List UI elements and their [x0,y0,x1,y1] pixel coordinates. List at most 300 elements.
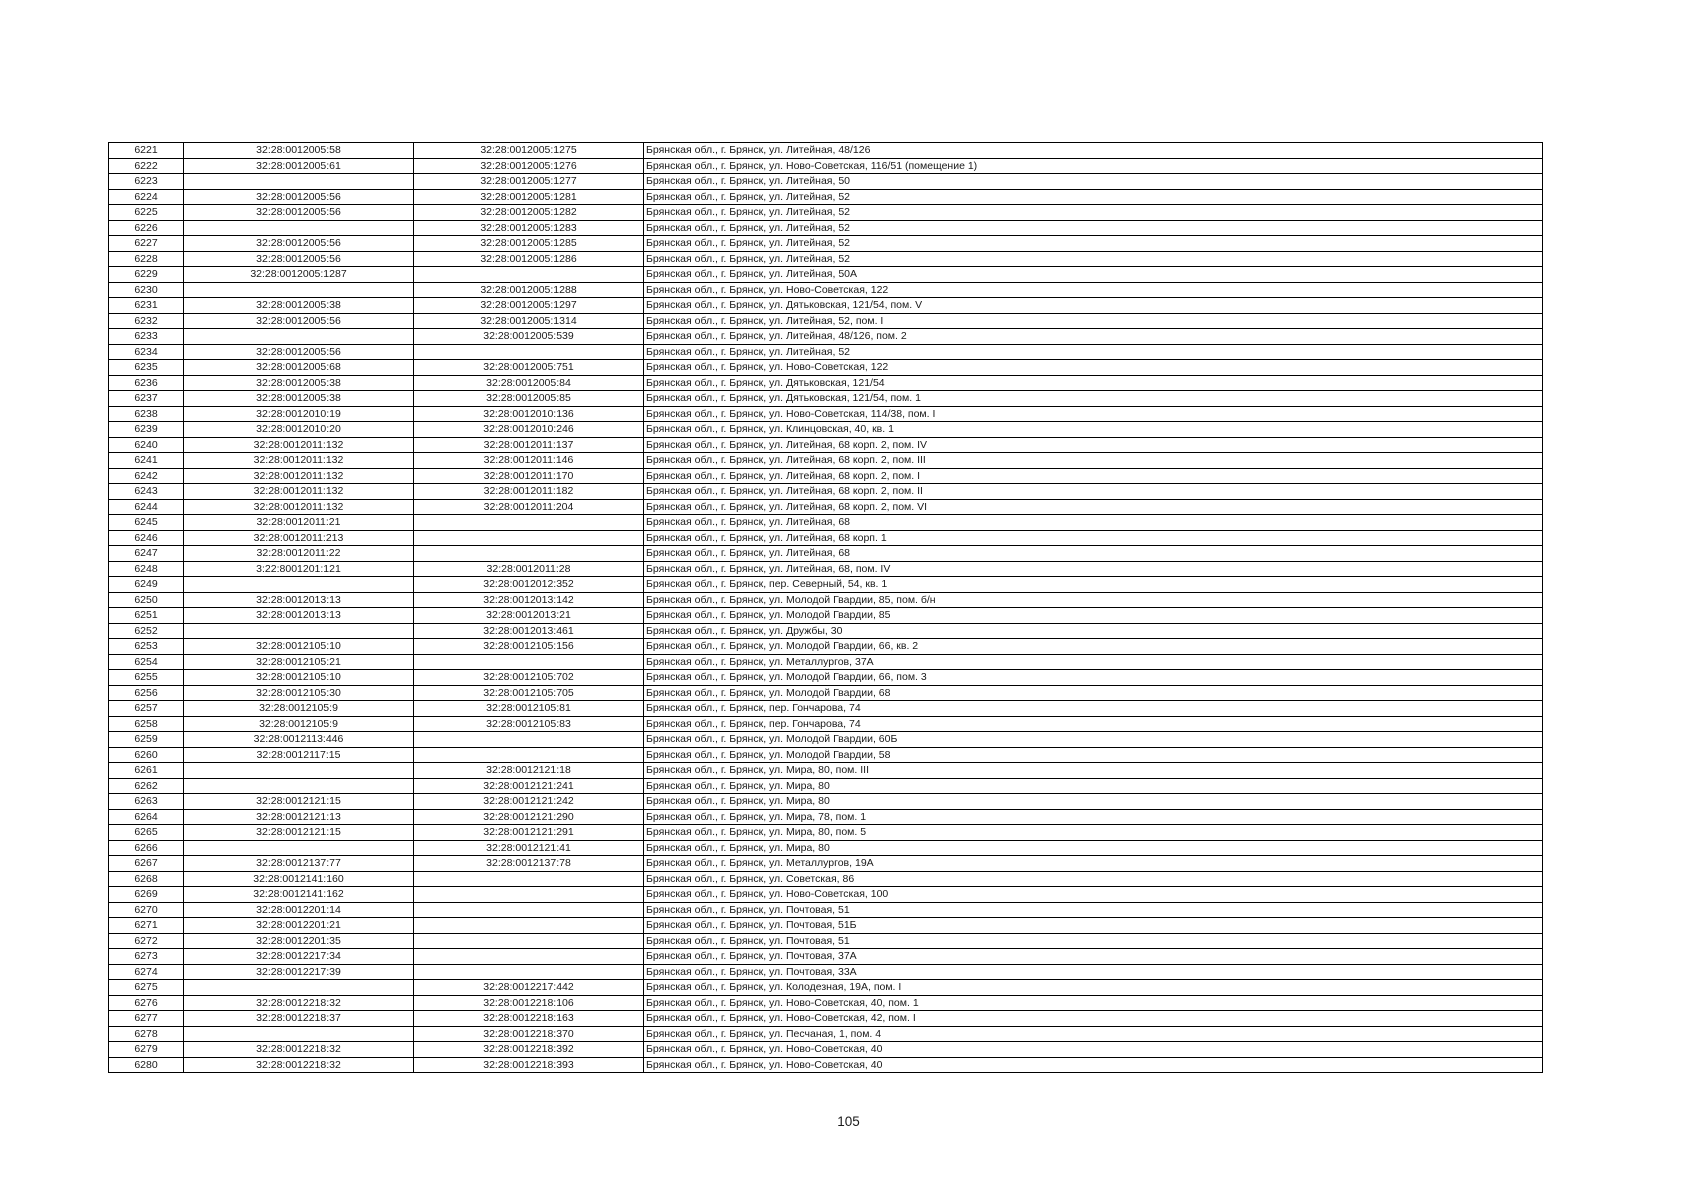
address-cell: Брянская обл., г. Брянск, ул. Литейная, 50 [644,174,1543,190]
row-number-cell: 6245 [109,515,184,531]
land-parcel-number-cell [184,840,414,856]
address-cell: Брянская обл., г. Брянск, ул. Клинцовская, 40, кв. 1 [644,422,1543,438]
row-number-cell: 6247 [109,546,184,562]
land-parcel-number-cell: 32:28:0012010:19 [184,406,414,422]
table-row [109,422,1543,438]
row-number-cell: 6257 [109,701,184,717]
object-number-cell: 32:28:0012121:18 [414,763,644,779]
land-parcel-number-cell: 32:28:0012005:38 [184,391,414,407]
table-row [109,964,1543,980]
row-number-cell: 6231 [109,298,184,314]
table-row [109,825,1543,841]
land-parcel-number-cell [184,282,414,298]
address-cell: Брянская обл., г. Брянск, ул. Молодой Гвардии, 85, пом. б/н [644,592,1543,608]
row-number-cell: 6255 [109,670,184,686]
address-cell: Брянская обл., г. Брянск, ул. Литейная, 68 корп. 2, пом. IV [644,437,1543,453]
land-parcel-number-cell: 32:28:0012105:30 [184,685,414,701]
table-row [109,174,1543,190]
object-number-cell: 32:28:0012010:136 [414,406,644,422]
table-row [109,902,1543,918]
address-cell: Брянская обл., г. Брянск, пер. Гончарова, 74 [644,716,1543,732]
land-parcel-number-cell: 32:28:0012005:61 [184,158,414,174]
table-row [109,344,1543,360]
table-row [109,515,1543,531]
land-parcel-number-cell: 32:28:0012005:56 [184,205,414,221]
row-number-cell: 6225 [109,205,184,221]
object-number-cell: 32:28:0012005:1288 [414,282,644,298]
row-number-cell: 6248 [109,561,184,577]
table-row [109,499,1543,515]
object-number-cell: 32:28:0012121:41 [414,840,644,856]
land-parcel-number-cell [184,1026,414,1042]
row-number-cell: 6226 [109,220,184,236]
object-number-cell: 32:28:0012121:290 [414,809,644,825]
row-number-cell: 6223 [109,174,184,190]
address-cell: Брянская обл., г. Брянск, ул. Почтовая, 51Б [644,918,1543,934]
table-row [109,887,1543,903]
object-number-cell [414,344,644,360]
land-parcel-number-cell: 32:28:0012218:32 [184,1042,414,1058]
address-cell: Брянская обл., г. Брянск, ул. Молодой Гвардии, 85 [644,608,1543,624]
table-row [109,282,1543,298]
table-row [109,189,1543,205]
address-cell: Брянская обл., г. Брянск, ул. Ново-Советская, 42, пом. I [644,1011,1543,1027]
table-row [109,980,1543,996]
row-number-cell: 6253 [109,639,184,655]
address-cell: Брянская обл., г. Брянск, ул. Литейная, 68 [644,515,1543,531]
address-cell: Брянская обл., г. Брянск, ул. Молодой Гвардии, 66, кв. 2 [644,639,1543,655]
address-cell: Брянская обл., г. Брянск, ул. Ново-Советская, 40 [644,1042,1543,1058]
land-parcel-number-cell: 32:28:0012217:39 [184,964,414,980]
land-parcel-number-cell: 32:28:0012121:15 [184,825,414,841]
address-cell: Брянская обл., г. Брянск, ул. Ново-Советская, 100 [644,887,1543,903]
land-parcel-number-cell: 32:28:0012121:13 [184,809,414,825]
address-cell: Брянская обл., г. Брянск, ул. Ново-Советская, 114/38, пом. I [644,406,1543,422]
table-row [109,220,1543,236]
table-row [109,236,1543,252]
object-number-cell: 32:28:0012218:163 [414,1011,644,1027]
row-number-cell: 6268 [109,871,184,887]
land-parcel-number-cell [184,329,414,345]
table-row [109,623,1543,639]
table-row [109,685,1543,701]
table-row [109,716,1543,732]
row-number-cell: 6264 [109,809,184,825]
object-number-cell: 32:28:0012121:241 [414,778,644,794]
table-row [109,592,1543,608]
object-number-cell [414,530,644,546]
table-row [109,577,1543,593]
address-cell: Брянская обл., г. Брянск, ул. Почтовая, 37А [644,949,1543,965]
row-number-cell: 6274 [109,964,184,980]
row-number-cell: 6279 [109,1042,184,1058]
address-cell: Брянская обл., г. Брянск, ул. Литейная, 68 корп. 2, пом. I [644,468,1543,484]
object-number-cell: 32:28:0012105:83 [414,716,644,732]
address-cell: Брянская обл., г. Брянск, ул. Мира, 80, пом. 5 [644,825,1543,841]
object-number-cell: 32:28:0012005:84 [414,375,644,391]
table-row [109,406,1543,422]
land-parcel-number-cell: 32:28:0012105:10 [184,670,414,686]
object-number-cell [414,918,644,934]
table-row [109,1011,1543,1027]
table-row [109,329,1543,345]
land-parcel-number-cell: 32:28:0012005:1287 [184,267,414,283]
object-number-cell [414,933,644,949]
address-cell: Брянская обл., г. Брянск, ул. Молодой Гвардии, 66, пом. 3 [644,670,1543,686]
row-number-cell: 6241 [109,453,184,469]
row-number-cell: 6249 [109,577,184,593]
row-number-cell: 6224 [109,189,184,205]
table-row [109,608,1543,624]
address-cell: Брянская обл., г. Брянск, ул. Мира, 78, пом. 1 [644,809,1543,825]
object-number-cell: 32:28:0012005:1314 [414,313,644,329]
object-number-cell: 32:28:0012013:142 [414,592,644,608]
address-cell: Брянская обл., г. Брянск, ул. Мира, 80, пом. III [644,763,1543,779]
row-number-cell: 6254 [109,654,184,670]
land-parcel-number-cell: 32:28:0012005:68 [184,360,414,376]
row-number-cell: 6269 [109,887,184,903]
table-row [109,546,1543,562]
land-parcel-number-cell: 32:28:0012218:37 [184,1011,414,1027]
object-number-cell: 32:28:0012011:137 [414,437,644,453]
land-parcel-number-cell: 32:28:0012141:160 [184,871,414,887]
address-cell: Брянская обл., г. Брянск, ул. Литейная, 52 [644,236,1543,252]
object-number-cell: 32:28:0012218:106 [414,995,644,1011]
object-number-cell [414,871,644,887]
row-number-cell: 6252 [109,623,184,639]
address-cell: Брянская обл., г. Брянск, ул. Молодой Гвардии, 68 [644,685,1543,701]
object-number-cell: 32:28:0012005:1281 [414,189,644,205]
land-parcel-number-cell: 32:28:0012011:132 [184,453,414,469]
address-cell: Брянская обл., г. Брянск, ул. Мира, 80 [644,794,1543,810]
object-number-cell: 32:28:0012012:352 [414,577,644,593]
object-number-cell: 32:28:0012105:702 [414,670,644,686]
table-row [109,1057,1543,1073]
row-number-cell: 6250 [109,592,184,608]
object-number-cell [414,747,644,763]
land-parcel-number-cell [184,220,414,236]
address-cell: Брянская обл., г. Брянск, ул. Почтовая, 33А [644,964,1543,980]
table-row [109,205,1543,221]
row-number-cell: 6229 [109,267,184,283]
row-number-cell: 6228 [109,251,184,267]
table-row [109,840,1543,856]
object-number-cell [414,515,644,531]
page-number: 105 [837,1114,860,1129]
address-cell: Брянская обл., г. Брянск, ул. Колодезная, 19А, пом. I [644,980,1543,996]
object-number-cell: 32:28:0012005:1277 [414,174,644,190]
address-cell: Брянская обл., г. Брянск, ул. Мира, 80 [644,840,1543,856]
address-cell: Брянская обл., г. Брянск, ул. Ново-Советская, 40, пом. 1 [644,995,1543,1011]
table-row [109,747,1543,763]
land-parcel-number-cell: 32:28:0012121:15 [184,794,414,810]
row-number-cell: 6251 [109,608,184,624]
records-table [108,142,1543,1073]
land-parcel-number-cell: 32:28:0012005:56 [184,344,414,360]
land-parcel-number-cell: 32:28:0012013:13 [184,592,414,608]
object-number-cell: 32:28:0012005:751 [414,360,644,376]
land-parcel-number-cell: 32:28:0012011:132 [184,484,414,500]
table-row [109,1026,1543,1042]
object-number-cell: 32:28:0012011:204 [414,499,644,515]
land-parcel-number-cell: 3:22:8001201:121 [184,561,414,577]
object-number-cell [414,267,644,283]
row-number-cell: 6265 [109,825,184,841]
table-row [109,995,1543,1011]
land-parcel-number-cell: 32:28:0012011:132 [184,468,414,484]
table-row [109,143,1543,159]
row-number-cell: 6261 [109,763,184,779]
table-row [109,732,1543,748]
row-number-cell: 6221 [109,143,184,159]
table-row [109,778,1543,794]
object-number-cell: 32:28:0012005:1275 [414,143,644,159]
object-number-cell: 32:28:0012005:539 [414,329,644,345]
table-row [109,871,1543,887]
object-number-cell: 32:28:0012013:461 [414,623,644,639]
row-number-cell: 6237 [109,391,184,407]
table-body [109,143,1543,1073]
land-parcel-number-cell: 32:28:0012105:9 [184,701,414,717]
table-row [109,360,1543,376]
address-cell: Брянская обл., г. Брянск, ул. Литейная, 52 [644,344,1543,360]
table-row [109,1042,1543,1058]
row-number-cell: 6280 [109,1057,184,1073]
table-row [109,763,1543,779]
object-number-cell: 32:28:0012137:78 [414,856,644,872]
address-cell: Брянская обл., г. Брянск, ул. Литейная, 68 корп. 2, пом. II [644,484,1543,500]
address-cell: Брянская обл., г. Брянск, ул. Дятьковская, 121/54, пом. 1 [644,391,1543,407]
address-cell: Брянская обл., г. Брянск, ул. Литейная, 68 [644,546,1543,562]
object-number-cell [414,949,644,965]
object-number-cell: 32:28:0012005:1276 [414,158,644,174]
land-parcel-number-cell: 32:28:0012005:38 [184,375,414,391]
object-number-cell [414,546,644,562]
row-number-cell: 6272 [109,933,184,949]
object-number-cell: 32:28:0012011:28 [414,561,644,577]
address-cell: Брянская обл., г. Брянск, ул. Литейная, 68, пом. IV [644,561,1543,577]
row-number-cell: 6244 [109,499,184,515]
object-number-cell: 32:28:0012105:81 [414,701,644,717]
row-number-cell: 6270 [109,902,184,918]
address-cell: Брянская обл., г. Брянск, ул. Литейная, 48/126, пом. 2 [644,329,1543,345]
table-row [109,298,1543,314]
land-parcel-number-cell: 32:28:0012013:13 [184,608,414,624]
land-parcel-number-cell: 32:28:0012137:77 [184,856,414,872]
address-cell: Брянская обл., г. Брянск, ул. Дружбы, 30 [644,623,1543,639]
row-number-cell: 6262 [109,778,184,794]
table-row [109,639,1543,655]
address-cell: Брянская обл., г. Брянск, ул. Литейная, 48/126 [644,143,1543,159]
table-row [109,267,1543,283]
land-parcel-number-cell: 32:28:0012005:56 [184,251,414,267]
land-parcel-number-cell: 32:28:0012113:446 [184,732,414,748]
row-number-cell: 6230 [109,282,184,298]
land-parcel-number-cell: 32:28:0012011:21 [184,515,414,531]
object-number-cell: 32:28:0012005:1283 [414,220,644,236]
address-cell: Брянская обл., г. Брянск, ул. Дятьковская, 121/54, пом. V [644,298,1543,314]
land-parcel-number-cell: 32:28:0012005:56 [184,236,414,252]
object-number-cell: 32:28:0012218:370 [414,1026,644,1042]
row-number-cell: 6233 [109,329,184,345]
table-row [109,530,1543,546]
address-cell: Брянская обл., г. Брянск, ул. Литейная, 68 корп. 1 [644,530,1543,546]
row-number-cell: 6242 [109,468,184,484]
object-number-cell: 32:28:0012005:1286 [414,251,644,267]
land-parcel-number-cell: 32:28:0012201:14 [184,902,414,918]
land-parcel-number-cell [184,778,414,794]
table-row [109,561,1543,577]
land-parcel-number-cell: 32:28:0012005:38 [184,298,414,314]
row-number-cell: 6236 [109,375,184,391]
land-parcel-number-cell: 32:28:0012218:32 [184,995,414,1011]
land-parcel-number-cell: 32:28:0012141:162 [184,887,414,903]
table-row [109,949,1543,965]
table-row [109,313,1543,329]
address-cell: Брянская обл., г. Брянск, ул. Дятьковская, 121/54 [644,375,1543,391]
address-cell: Брянская обл., г. Брянск, пер. Гончарова, 74 [644,701,1543,717]
object-number-cell: 32:28:0012121:242 [414,794,644,810]
land-parcel-number-cell: 32:28:0012105:10 [184,639,414,655]
object-number-cell: 32:28:0012218:393 [414,1057,644,1073]
address-cell: Брянская обл., г. Брянск, ул. Литейная, 52 [644,251,1543,267]
land-parcel-number-cell: 32:28:0012005:58 [184,143,414,159]
row-number-cell: 6240 [109,437,184,453]
land-parcel-number-cell: 32:28:0012117:15 [184,747,414,763]
row-number-cell: 6273 [109,949,184,965]
object-number-cell: 32:28:0012105:156 [414,639,644,655]
address-cell: Брянская обл., г. Брянск, ул. Ново-Советская, 122 [644,360,1543,376]
object-number-cell: 32:28:0012011:146 [414,453,644,469]
row-number-cell: 6275 [109,980,184,996]
table-row [109,918,1543,934]
land-parcel-number-cell: 32:28:0012011:22 [184,546,414,562]
table-row [109,809,1543,825]
table-row [109,670,1543,686]
address-cell: Брянская обл., г. Брянск, ул. Литейная, 52, пом. I [644,313,1543,329]
object-number-cell [414,964,644,980]
object-number-cell: 32:28:0012217:442 [414,980,644,996]
object-number-cell: 32:28:0012005:1282 [414,205,644,221]
table-row [109,484,1543,500]
row-number-cell: 6267 [109,856,184,872]
address-cell: Брянская обл., г. Брянск, ул. Почтовая, 51 [644,902,1543,918]
object-number-cell: 32:28:0012218:392 [414,1042,644,1058]
row-number-cell: 6238 [109,406,184,422]
address-cell: Брянская обл., г. Брянск, ул. Ново-Советская, 40 [644,1057,1543,1073]
object-number-cell: 32:28:0012005:1285 [414,236,644,252]
table-row [109,251,1543,267]
row-number-cell: 6271 [109,918,184,934]
table-row [109,701,1543,717]
land-parcel-number-cell: 32:28:0012005:56 [184,189,414,205]
address-cell: Брянская обл., г. Брянск, ул. Молодой Гвардии, 60Б [644,732,1543,748]
table-row [109,933,1543,949]
address-cell: Брянская обл., г. Брянск, ул. Ново-Советская, 122 [644,282,1543,298]
row-number-cell: 6277 [109,1011,184,1027]
object-number-cell [414,732,644,748]
land-parcel-number-cell: 32:28:0012201:35 [184,933,414,949]
land-parcel-number-cell [184,174,414,190]
land-parcel-number-cell [184,577,414,593]
table-row [109,158,1543,174]
object-number-cell [414,902,644,918]
table-row [109,437,1543,453]
object-number-cell: 32:28:0012011:170 [414,468,644,484]
address-cell: Брянская обл., г. Брянск, ул. Ново-Советская, 116/51 (помещение 1) [644,158,1543,174]
address-cell: Брянская обл., г. Брянск, пер. Северный, 54, кв. 1 [644,577,1543,593]
address-cell: Брянская обл., г. Брянск, ул. Почтовая, 51 [644,933,1543,949]
row-number-cell: 6239 [109,422,184,438]
object-number-cell: 32:28:0012121:291 [414,825,644,841]
row-number-cell: 6256 [109,685,184,701]
address-cell: Брянская обл., г. Брянск, ул. Советская, 86 [644,871,1543,887]
table-row [109,453,1543,469]
object-number-cell: 32:28:0012105:705 [414,685,644,701]
object-number-cell: 32:28:0012013:21 [414,608,644,624]
table-row [109,794,1543,810]
address-cell: Брянская обл., г. Брянск, ул. Литейная, 68 корп. 2, пом. VI [644,499,1543,515]
row-number-cell: 6266 [109,840,184,856]
address-cell: Брянская обл., г. Брянск, ул. Мира, 80 [644,778,1543,794]
land-parcel-number-cell: 32:28:0012011:132 [184,499,414,515]
object-number-cell [414,887,644,903]
land-parcel-number-cell [184,763,414,779]
address-cell: Брянская обл., г. Брянск, ул. Литейная, 68 корп. 2, пом. III [644,453,1543,469]
row-number-cell: 6276 [109,995,184,1011]
row-number-cell: 6246 [109,530,184,546]
address-cell: Брянская обл., г. Брянск, ул. Литейная, 52 [644,220,1543,236]
row-number-cell: 6232 [109,313,184,329]
row-number-cell: 6260 [109,747,184,763]
table-row [109,654,1543,670]
land-parcel-number-cell: 32:28:0012011:132 [184,437,414,453]
land-parcel-number-cell: 32:28:0012201:21 [184,918,414,934]
object-number-cell [414,654,644,670]
object-number-cell: 32:28:0012005:85 [414,391,644,407]
land-parcel-number-cell [184,623,414,639]
land-parcel-number-cell [184,980,414,996]
row-number-cell: 6278 [109,1026,184,1042]
table-row [109,856,1543,872]
land-parcel-number-cell: 32:28:0012011:213 [184,530,414,546]
object-number-cell: 32:28:0012010:246 [414,422,644,438]
table-row [109,468,1543,484]
table-row [109,375,1543,391]
row-number-cell: 6258 [109,716,184,732]
row-number-cell: 6259 [109,732,184,748]
object-number-cell: 32:28:0012011:182 [414,484,644,500]
land-parcel-number-cell: 32:28:0012010:20 [184,422,414,438]
row-number-cell: 6263 [109,794,184,810]
row-number-cell: 6222 [109,158,184,174]
table-row [109,391,1543,407]
land-parcel-number-cell: 32:28:0012105:9 [184,716,414,732]
land-parcel-number-cell: 32:28:0012105:21 [184,654,414,670]
land-parcel-number-cell: 32:28:0012218:32 [184,1057,414,1073]
object-number-cell: 32:28:0012005:1297 [414,298,644,314]
row-number-cell: 6243 [109,484,184,500]
land-parcel-number-cell: 32:28:0012005:56 [184,313,414,329]
address-cell: Брянская обл., г. Брянск, ул. Молодой Гвардии, 58 [644,747,1543,763]
row-number-cell: 6234 [109,344,184,360]
address-cell: Брянская обл., г. Брянск, ул. Металлургов, 19А [644,856,1543,872]
row-number-cell: 6227 [109,236,184,252]
address-cell: Брянская обл., г. Брянск, ул. Литейная, 52 [644,189,1543,205]
address-cell: Брянская обл., г. Брянск, ул. Металлургов, 37А [644,654,1543,670]
address-cell: Брянская обл., г. Брянск, ул. Песчаная, 1, пом. 4 [644,1026,1543,1042]
address-cell: Брянская обл., г. Брянск, ул. Литейная, 50А [644,267,1543,283]
